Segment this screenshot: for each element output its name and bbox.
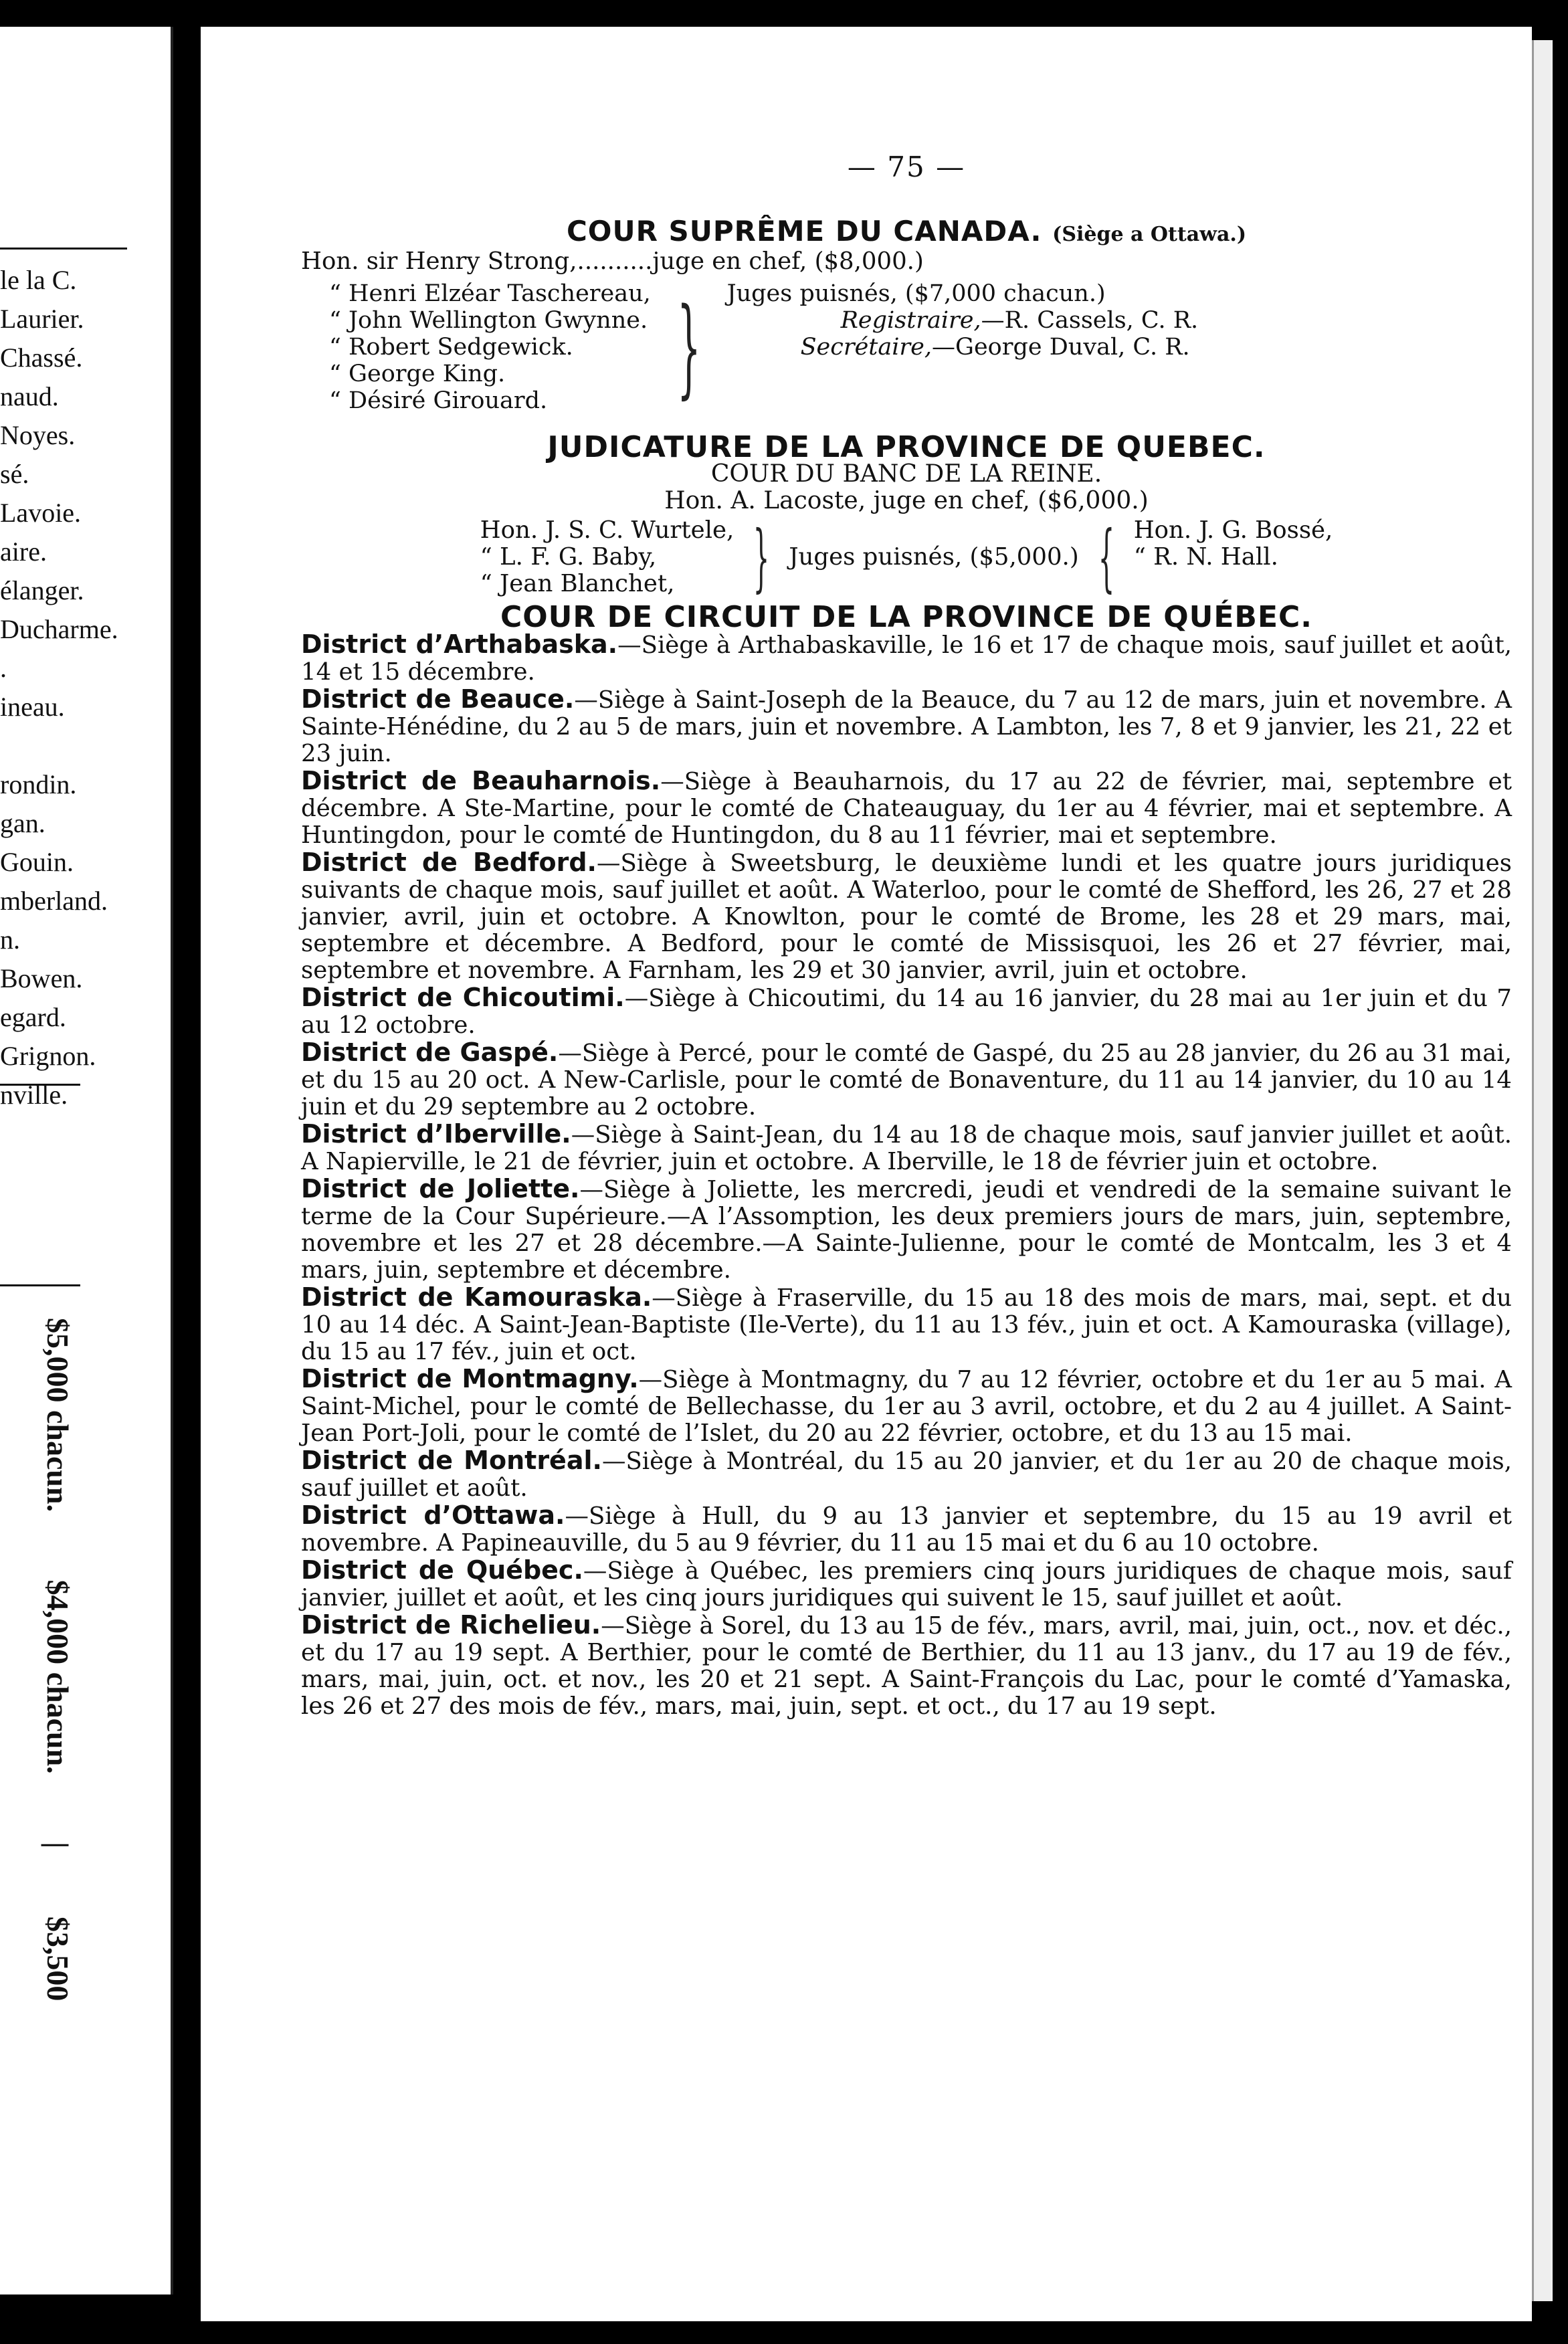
district-entry — [301, 1039, 1512, 1120]
cour-supreme-seat: (Siège a Ottawa.) — [1052, 223, 1247, 246]
left-page-line: Gouin. — [0, 847, 74, 877]
vertical-text-1: $5,000 chacun. — [41, 1318, 75, 1512]
left-page-fragment — [0, 27, 173, 2294]
qb-right-judges — [1134, 517, 1333, 597]
district-text: —Siège à Fraserville, du 15 au 18 des mois de mars, mai, sept. et du 10 au 14 déc. A Saint-Jean-Baptiste (Ile-Verte), du 11 au 13 fév., juin et oct. A Kamouraska (village), du 15 au 17 fév., juin et oct. — [301, 1284, 1512, 1365]
page-number: — 75 — — [847, 151, 966, 183]
left-page-line: Lavoie. — [0, 498, 82, 528]
rule-line — [0, 1284, 80, 1286]
puisne-name: “ Désiré Girouard. — [329, 387, 548, 414]
left-page-line: mberland. — [0, 886, 108, 916]
district-name: District de Montréal. — [301, 1446, 602, 1475]
district-name: District d’Iberville. — [301, 1119, 571, 1149]
judge-name: “ L. F. G. Baby, — [480, 543, 657, 571]
left-page-line: Laurier. — [0, 304, 84, 334]
main-page — [201, 27, 1532, 2321]
court-name: COUR DU BANC DE LA REINE. — [710, 460, 1102, 488]
district-entry — [301, 686, 1512, 767]
chief-justice-qb: Hon. A. Lacoste, juge en chef, ($6,000.) — [664, 487, 1149, 514]
district-entry — [301, 849, 1512, 984]
vertical-text-2: $4,000 chacun. — [41, 1579, 75, 1774]
circuit-title: COUR DE CIRCUIT DE LA PROVINCE DE QUÉBEC. — [500, 600, 1313, 634]
district-name: District d’Ottawa. — [301, 1500, 565, 1530]
district-entry — [301, 1365, 1512, 1447]
district-text: —Siège à Arthabaskaville, le 16 et 17 de chaque mois, sauf juillet et août, 14 et 15 décembre. — [301, 631, 1512, 686]
district-name: District de Joliette. — [301, 1174, 580, 1203]
left-page-vertical-text — [40, 1318, 76, 2061]
left-page-line: Grignon. — [0, 1041, 96, 1071]
qb-puisne-label: Juges puisnés, ($5,000.) — [789, 543, 1079, 571]
puisne-names — [301, 280, 651, 414]
registraire-label: Registraire, — [840, 307, 981, 334]
district-name: District de Kamouraska. — [301, 1282, 652, 1312]
district-text: —Siège à Sweetsburg, le deuxième lundi et les quatre jours juridiques suivants de chaque mois, sauf juillet et août. A Waterloo, pour le comté de Shefford, les 26, 27 et 28 janvier, avril, juin et octobre. A Knowlton, pour le comté de Brome, les 28 et 29 mars, mai, septembre et décembre. A Bedford, pour le comté de Missisquoi, les 26 et 27 février, mai, septembre et novembre. A Farnham, les 29 et 30 janvier, avril, juin et octobre. — [301, 850, 1512, 984]
registraire-line — [727, 307, 1199, 334]
district-text: —Siège à Saint-Joseph de la Beauce, du 7 au 12 de mars, juin et novembre. A Sainte-Hénédine, du 2 au 5 de mars, juin et novembre. A Lambton, les 7, 8 et 9 janvier, les 21, 22 et 23 juin. — [301, 686, 1512, 767]
registraire-value: —R. Cassels, C. R. — [981, 307, 1199, 334]
puisne-info — [727, 280, 1199, 414]
district-entry — [301, 1557, 1512, 1612]
district-text: —Siège à Joliette, les mercredi, jeudi et vendredi de la semaine suivant le terme de la Cour Supérieure.—A l’Assomption, les deux premiers jours de mars, juin, septembre, novembre et les 27 et 28 décembre.—A Sainte-Julienne, pour le comté de Montcalm, les 3 et 4 mars, juin, septembre et décembre. — [301, 1176, 1512, 1284]
judge-name: Hon. J. S. C. Wurtele, — [480, 516, 734, 544]
district-text: —Siège à Montréal, du 15 au 20 janvier, et du 1er au 20 de chaque mois, sauf juillet et août. — [301, 1448, 1512, 1502]
left-page-line: Bowen. — [0, 963, 83, 993]
district-text: —Siège à Chicoutimi, du 14 au 16 janvier, du 28 mai au 1er juin et du 7 au 12 octobre. — [301, 985, 1512, 1039]
district-name: District de Richelieu. — [301, 1610, 601, 1640]
district-entry — [301, 767, 1512, 849]
district-text: —Siège à Saint-Jean, du 14 au 18 de chaque mois, sauf janvier juillet et août. A Napierville, le 21 de février, juin et octobre. A Iberville, le 18 de février juin et octobre. — [301, 1121, 1512, 1175]
left-page-line: sé. — [0, 459, 29, 489]
district-text: —Siège à Montmagny, du 7 au 12 février, octobre et du 1er au 5 mai. A Saint-Michel, pour le comté de Bellechasse, du 1er au 3 avril, octobre, et du 2 au 4 juillet. A Saint-Jean Port-Joli, pour le comté de l’Islet, du 20 au 22 février, octobre, et du 13 au 15 mai. — [301, 1366, 1512, 1447]
district-entry — [301, 1120, 1512, 1175]
district-text: —Siège à Percé, pour le comté de Gaspé, du 25 au 28 janvier, du 26 au 31 mai, et du 15 au 20 oct. A New-Carlisle, pour le comté de Bonaventure, du 11 au 14 janvier, du 10 au 14 juin et du 29 septembre au 2 octobre. — [301, 1040, 1512, 1120]
left-page-line: le la C. — [0, 265, 77, 295]
page-content — [301, 151, 1512, 1720]
district-entry — [301, 631, 1512, 686]
chief-justice-line: Hon. sir Henry Strong,..........juge en chef, ($8,000.) — [301, 248, 924, 275]
qb-left-judges — [480, 517, 734, 597]
district-text: —Siège à Sorel, du 13 au 15 de fév., mars, avril, mai, juin, oct., nov. et déc., et du 17 au 19 sept. A Berthier, pour le comté de Berthier, du 11 au 13 janv., du 17 au 19 de fév., mars, mai, juin, oct. et nov., les 20 et 21 sept. A Saint-François du Lac, pour le comté d’Yamaska, les 26 et 27 des mois de fév., mars, mai, juin, sept. et oct., du 17 au 19 sept. — [301, 1612, 1512, 1720]
district-entry — [301, 1612, 1512, 1720]
page-edge — [1532, 40, 1553, 2301]
left-page-line: élanger. — [0, 575, 84, 605]
district-text: —Siège à Québec, les premiers cinq jours juridiques de chaque mois, sauf janvier, juillet et août, et les cinq jours juridiques qui suivent le 15, sauf juillet et août. — [301, 1557, 1512, 1612]
district-entry — [301, 984, 1512, 1039]
district-text: —Siège à Hull, du 9 au 13 janvier et septembre, du 15 au 19 avril et novembre. A Papineauville, du 5 au 9 février, du 11 au 15 mai et du 6 au 10 octobre. — [301, 1502, 1512, 1557]
left-page-line: naud. — [0, 381, 59, 411]
left-page-line: Chassé. — [0, 343, 83, 373]
secretaire-label: Secrétaire, — [800, 334, 932, 361]
left-page-line: Ducharme. — [0, 614, 118, 644]
judge-name: “ Jean Blanchet, — [480, 570, 675, 597]
left-page-line: Noyes. — [0, 420, 76, 450]
puisne-name: “ John Wellington Gwynne. — [329, 307, 648, 334]
district-name: District d’Arthabaska. — [301, 629, 618, 659]
puisne-name: “ Henri Elzéar Taschereau, — [329, 280, 651, 307]
district-text: —Siège à Beauharnois, du 17 au 22 de février, mai, septembre et décembre. A Ste-Martine, pour le comté de Chateauguay, du 1er au 4 février, mai et septembre. A Huntingdon, pour le comté de Huntingdon, du 8 au 11 février, mai et septembre. — [301, 768, 1512, 849]
cour-supreme-title — [301, 215, 1512, 248]
district-name: District de Beauce. — [301, 684, 575, 714]
puisne-name: “ George King. — [329, 361, 506, 387]
district-name: District de Montmagny. — [301, 1364, 639, 1393]
district-name: District de Québec. — [301, 1555, 583, 1585]
vertical-text-3: | — [41, 1842, 75, 1849]
left-page-line: ineau. — [0, 692, 65, 722]
secretaire-line — [727, 334, 1199, 361]
puisne-judges-block — [301, 280, 1512, 414]
district-name: District de Gaspé. — [301, 1038, 559, 1067]
cour-supreme-title-text: COUR SUPRÊME DU CANADA. — [566, 215, 1042, 248]
district-entry — [301, 1447, 1512, 1502]
district-name: District de Bedford. — [301, 848, 597, 877]
left-page-line: n. — [0, 924, 20, 955]
district-entry — [301, 1175, 1512, 1284]
district-entry — [301, 1502, 1512, 1557]
judge-name: “ R. N. Hall. — [1133, 543, 1278, 571]
brace-icon: } — [676, 284, 701, 409]
left-page-line: gan. — [0, 808, 45, 838]
secretaire-value: —George Duval, C. R. — [932, 334, 1190, 361]
brace-icon: { — [1098, 514, 1114, 600]
left-page-line: nville. — [0, 1080, 68, 1110]
district-entry — [301, 1284, 1512, 1365]
vertical-text-4: $3,500 — [41, 1916, 75, 2001]
judge-name: Hon. J. G. Bossé, — [1133, 516, 1333, 544]
rule-line — [0, 248, 127, 250]
puisne-label: Juges puisnés, ($7,000 chacun.) — [726, 280, 1106, 307]
left-page-line: . — [0, 653, 7, 683]
district-name: District de Chicoutimi. — [301, 983, 625, 1012]
left-page-line: egard. — [0, 1002, 66, 1032]
brace-icon: } — [753, 514, 770, 600]
puisne-name: “ Robert Sedgewick. — [329, 334, 573, 361]
qb-judges-block — [301, 514, 1512, 600]
judicature-title: JUDICATURE DE LA PROVINCE DE QUEBEC. — [547, 430, 1266, 464]
left-page-line: rondin. — [0, 769, 77, 799]
district-name: District de Beauharnois. — [301, 766, 661, 795]
left-page-line: aire. — [0, 536, 47, 567]
district-list — [301, 631, 1512, 1720]
